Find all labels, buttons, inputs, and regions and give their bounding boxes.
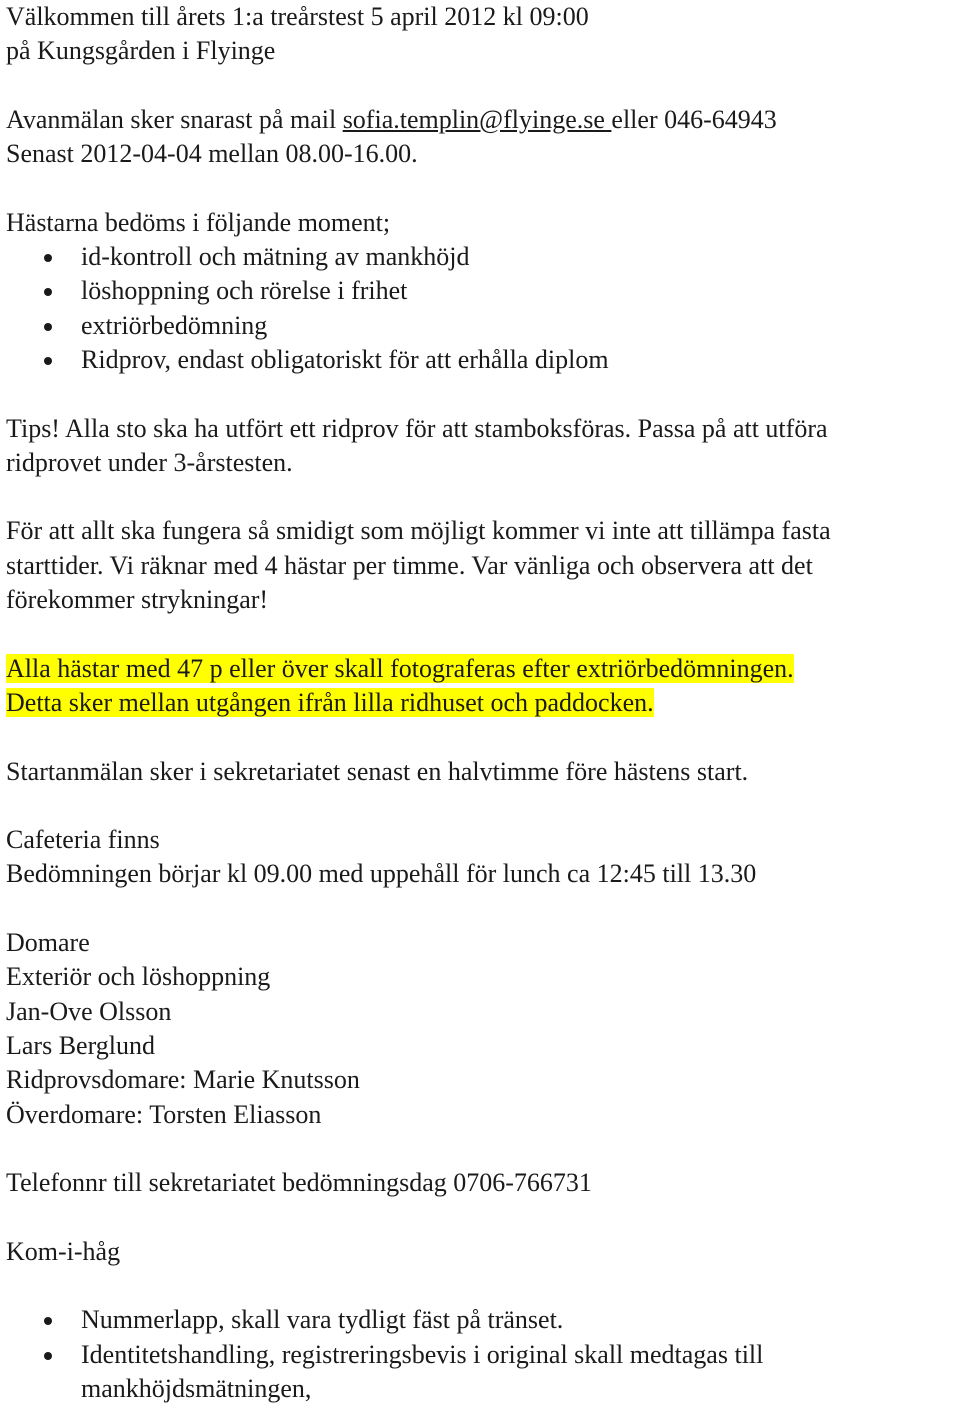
registration-suffix: eller 046-64943 xyxy=(611,104,777,134)
list-item-text: id-kontroll och mätning av mankhöjd xyxy=(81,242,470,272)
head-judge: Överdomare: Torsten Eliasson xyxy=(6,1099,322,1129)
spacer xyxy=(6,720,956,754)
spacer xyxy=(6,1200,956,1234)
list-item-text: Ridprov, endast obligatoriskt för att erhålla diplom xyxy=(81,344,609,374)
spacer xyxy=(6,789,956,823)
remember-heading: Kom-i-håg xyxy=(6,1236,121,1266)
moments-heading: Hästarna bedöms i följande moment; xyxy=(6,207,391,237)
schedule-line-1: För att allt ska fungera så smidigt som möjligt kommer vi inte att tillämpa fasta xyxy=(6,516,831,546)
moments-list xyxy=(6,240,956,377)
list-item xyxy=(6,274,956,308)
list-item-text: mankhöjdsmätningen, xyxy=(81,1373,312,1403)
list-item xyxy=(6,343,956,377)
remember-list xyxy=(6,1303,956,1406)
photo-notice-line-1 xyxy=(6,652,956,686)
bullet-icon xyxy=(44,1317,52,1325)
bullet-icon xyxy=(44,254,52,262)
spacer xyxy=(6,617,956,651)
registration-line xyxy=(6,103,956,137)
intro-line-2: på Kungsgården i Flyinge xyxy=(6,36,276,66)
document-page xyxy=(6,0,956,1406)
spacer xyxy=(6,480,956,514)
list-item xyxy=(6,240,956,274)
highlighted-text: Alla hästar med 47 p eller över skall fotograferas efter extriörbedömningen. xyxy=(6,653,794,683)
registration-deadline: Senast 2012-04-04 mellan 08.00-16.00. xyxy=(6,139,418,169)
list-item xyxy=(6,1338,956,1372)
spacer xyxy=(6,1269,956,1303)
email-link[interactable]: sofia.templin@flyinge.se xyxy=(342,104,612,134)
judge-name: Jan-Ove Olsson xyxy=(6,996,172,1026)
schedule-line-2: starttider. Vi räknar med 4 hästar per timme. Var vänliga och observera att det xyxy=(6,550,813,580)
judge-name: Lars Berglund xyxy=(6,1030,155,1060)
judging-time: Bedömningen börjar kl 09.00 med uppehåll för lunch ca 12:45 till 13.30 xyxy=(6,859,757,889)
cafeteria-note: Cafeteria finns xyxy=(6,825,160,855)
bullet-icon xyxy=(44,357,52,365)
bullet-icon xyxy=(44,323,52,331)
list-item-text: Nummerlapp, skall vara tydligt fäst på tränset. xyxy=(81,1305,564,1335)
tips-line-1: Tips! Alla sto ska ha utfört ett ridprov för att stamboksföras. Passa på att utföra xyxy=(6,413,828,443)
spacer xyxy=(6,171,956,205)
tips-line-2: ridprovet under 3-årstesten. xyxy=(6,447,293,477)
list-item-text: löshoppning och rörelse i frihet xyxy=(81,276,408,306)
registration-prefix: Avanmälan sker snarast på mail xyxy=(6,104,343,134)
list-item-text: Identitetshandling, registreringsbevis i original skall medtagas till xyxy=(81,1339,764,1369)
spacer xyxy=(6,1132,956,1166)
judges-heading: Domare xyxy=(6,928,90,958)
spacer xyxy=(6,892,956,926)
bullet-icon xyxy=(44,288,52,296)
list-item xyxy=(6,309,956,343)
spacer xyxy=(6,377,956,411)
phone-number: Telefonnr till sekretariatet bedömningsdag 0706-766731 xyxy=(6,1168,592,1198)
schedule-line-3: förekommer strykningar! xyxy=(6,585,269,615)
bullet-icon xyxy=(44,1352,52,1360)
list-item-continuation xyxy=(6,1372,956,1406)
start-registration: Startanmälan sker i sekretariatet senast en halvtimme före hästens start. xyxy=(6,756,749,786)
highlighted-text: Detta sker mellan utgången ifrån lilla ridhuset och paddocken. xyxy=(6,687,654,717)
list-item xyxy=(6,1303,956,1337)
riding-judge: Ridprovsdomare: Marie Knutsson xyxy=(6,1065,360,1095)
spacer xyxy=(6,69,956,103)
list-item-text: extriörbedömning xyxy=(81,310,268,340)
intro-line-1: Välkommen till årets 1:a treårstest 5 april 2012 kl 09:00 xyxy=(6,2,589,31)
exterior-heading: Exteriör och löshoppning xyxy=(6,962,271,992)
photo-notice-line-2 xyxy=(6,686,956,720)
